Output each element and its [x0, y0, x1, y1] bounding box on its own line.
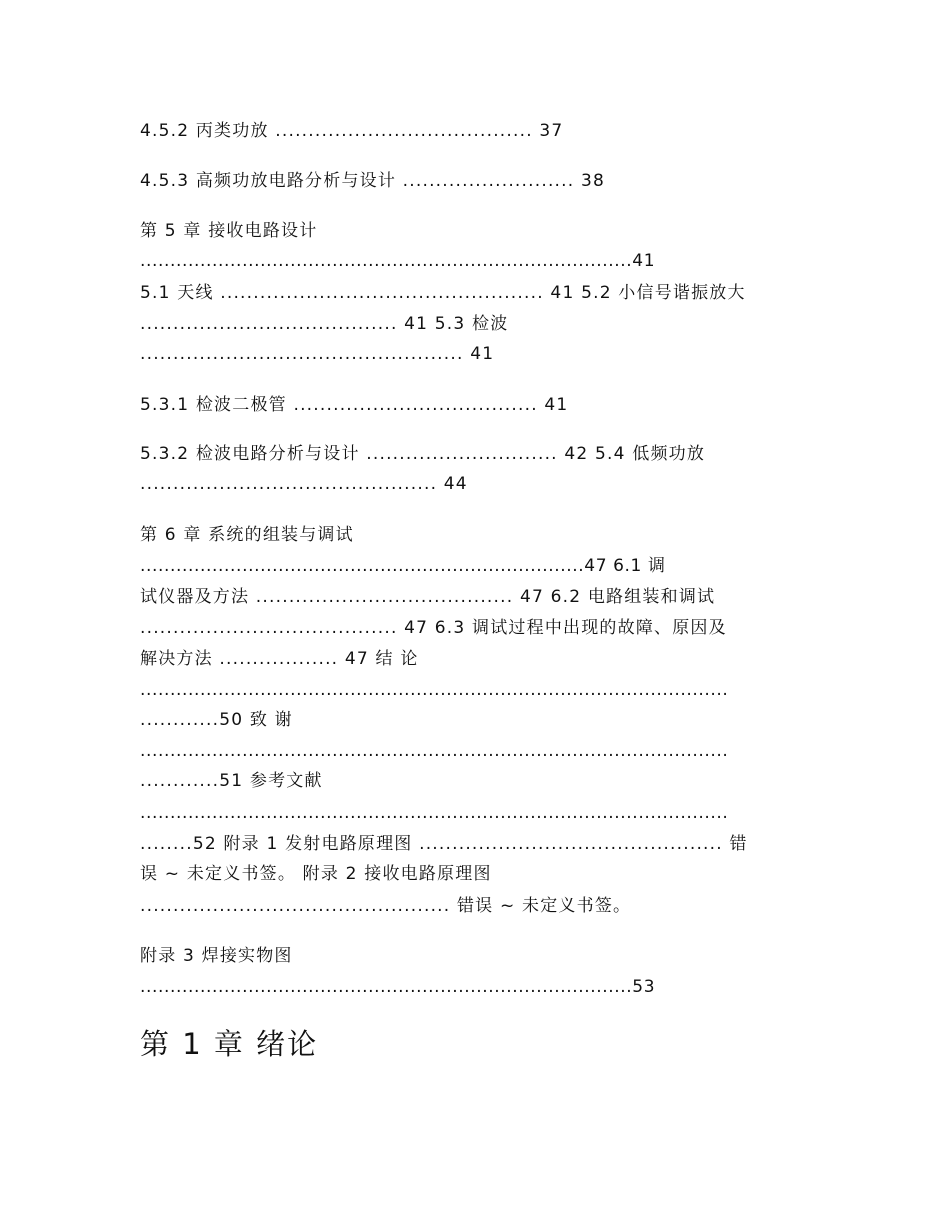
toc-line: ....................................... 41 5.3 检波 [140, 314, 509, 334]
toc-line: 解决方法 .................. 47 结 论 [140, 649, 419, 669]
toc-line: 误 ~ 未定义书签。 附录 2 接收电路原理图 [140, 864, 492, 884]
toc-line: ............................................. 44 [140, 474, 468, 494]
toc-line: 5.1 天线 ................................................. 41 5.2 小信号谐振放大 [140, 283, 746, 303]
toc-line: 4.5.2 丙类功放 ....................................... 37 [140, 121, 564, 141]
toc-line: ..................................................................................41 [140, 251, 656, 271]
toc-line: ............................................... 错误 ~ 未定义书签。 [140, 896, 632, 916]
toc-line: ............51 参考文献 [140, 771, 323, 791]
toc-line: ............50 致 谢 [140, 710, 293, 730]
toc-line: ........52 附录 1 发射电路原理图 .............................................. 错 [140, 834, 748, 854]
toc-line: .................................................................................................. [140, 803, 729, 823]
toc-line: 5.3.2 检波电路分析与设计 ............................. 42 5.4 低频功放 [140, 444, 706, 464]
toc-line: ..................................................................................53 [140, 977, 656, 997]
toc-line: ....................................... 47 6.3 调试过程中出现的故障、原因及 [140, 618, 727, 638]
toc-line: 4.5.3 高频功放电路分析与设计 .......................... 38 [140, 171, 605, 191]
toc-line: 附录 3 焊接实物图 [140, 946, 293, 966]
toc-line: 试仪器及方法 ....................................... 47 6.2 电路组装和调试 [140, 587, 716, 607]
chapter-heading: 第 1 章 绪论 [140, 1027, 319, 1061]
toc-line: 第 5 章 接收电路设计 [140, 221, 318, 241]
toc-line: 5.3.1 检波二极管 ..................................... 41 [140, 395, 569, 415]
toc-line: 第 6 章 系统的组装与调试 [140, 525, 354, 545]
toc-line: ................................................. 41 [140, 344, 495, 364]
toc-line: ..........................................................................47 6.1 调 [140, 556, 666, 576]
toc-line: .................................................................................................. [140, 741, 729, 761]
toc-line: .................................................................................................. [140, 680, 729, 700]
